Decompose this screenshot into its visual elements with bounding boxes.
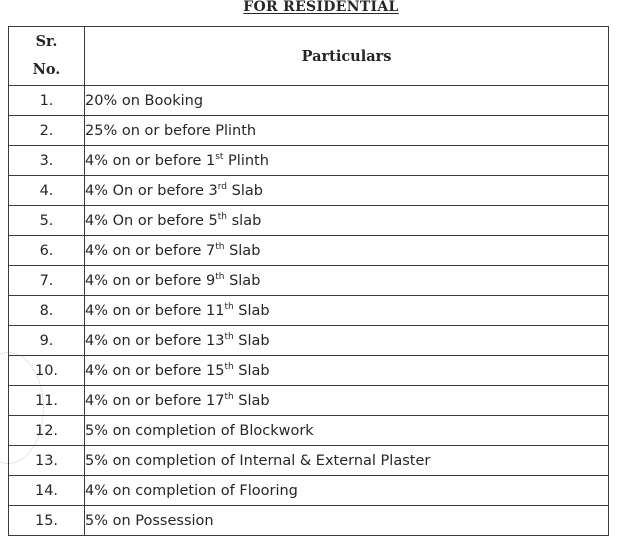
sr-no-cell: 8. — [9, 296, 85, 326]
particulars-text: 4% on or before 15 — [85, 362, 225, 379]
particulars-text: 4% on or before 1 — [85, 152, 216, 169]
table-row — [9, 146, 609, 176]
sr-header-line1: Sr. — [35, 33, 58, 50]
particulars-text: 20% on Booking — [85, 92, 204, 109]
sr-no-cell: 6. — [9, 236, 85, 266]
particulars-text: 5% on Possession — [85, 512, 214, 529]
particulars-header: Particulars — [85, 27, 609, 86]
particulars-text-suffix: Slab — [233, 302, 270, 319]
table-row — [9, 296, 609, 326]
sr-no-cell: 15. — [9, 506, 85, 536]
table-row — [9, 176, 609, 206]
table-row — [9, 236, 609, 266]
ordinal-suffix: th — [224, 301, 234, 312]
table-row — [9, 326, 609, 356]
particulars-text-suffix: Slab — [233, 392, 270, 409]
ordinal-suffix: st — [215, 151, 224, 162]
sr-no-cell: 13. — [9, 446, 85, 476]
table-row — [9, 446, 609, 476]
table-row — [9, 206, 609, 236]
sr-no-cell: 14. — [9, 476, 85, 506]
ordinal-suffix: th — [215, 271, 225, 282]
particulars-text-suffix: Slab — [227, 182, 263, 199]
particulars-text: 4% on or before 17 — [85, 392, 225, 409]
particulars-cell — [85, 296, 609, 326]
particulars-text: 25% on or before Plinth — [85, 122, 257, 139]
particulars-cell — [85, 86, 609, 116]
sr-no-cell: 12. — [9, 416, 85, 446]
particulars-text: 4% on or before 7 — [85, 242, 216, 259]
sr-no-cell: 2. — [9, 116, 85, 146]
table-row — [9, 476, 609, 506]
table-row — [9, 86, 609, 116]
ordinal-suffix: th — [217, 211, 227, 222]
particulars-text-suffix: Slab — [224, 272, 261, 289]
particulars-cell — [85, 266, 609, 296]
payment-schedule-table — [8, 26, 609, 536]
table-row — [9, 506, 609, 536]
particulars-text: 4% on or before 11 — [85, 302, 225, 319]
particulars-text: 4% on or before 13 — [85, 332, 225, 349]
table-row — [9, 416, 609, 446]
particulars-text-suffix: Slab — [224, 242, 261, 259]
particulars-text-suffix: slab — [227, 212, 262, 229]
sr-header-line2: No. — [32, 61, 61, 78]
particulars-text: 5% on completion of Internal & External Plaster — [85, 452, 431, 469]
particulars-cell — [85, 176, 609, 206]
ordinal-suffix: th — [224, 331, 234, 342]
ordinal-suffix: th — [215, 241, 225, 252]
particulars-text: 4% on or before 9 — [85, 272, 216, 289]
table-row — [9, 356, 609, 386]
sr-no-cell: 7. — [9, 266, 85, 296]
particulars-cell — [85, 506, 609, 536]
table-row — [9, 266, 609, 296]
particulars-cell — [85, 356, 609, 386]
sr-no-cell: 5. — [9, 206, 85, 236]
sr-no-cell: 9. — [9, 326, 85, 356]
particulars-cell — [85, 116, 609, 146]
particulars-cell — [85, 206, 609, 236]
particulars-text: 5% on completion of Blockwork — [85, 422, 314, 439]
sr-no-header — [9, 27, 85, 86]
table-row — [9, 386, 609, 416]
table-row — [9, 116, 609, 146]
particulars-cell — [85, 386, 609, 416]
particulars-text: 4% On or before 3 — [85, 182, 218, 199]
particulars-text-suffix: Plinth — [223, 152, 269, 169]
sr-no-cell: 10. — [9, 356, 85, 386]
particulars-cell — [85, 416, 609, 446]
page-title: FOR RESIDENTIAL — [243, 0, 399, 15]
particulars-cell — [85, 446, 609, 476]
ordinal-suffix: rd — [217, 181, 228, 192]
particulars-text: 4% On or before 5 — [85, 212, 218, 229]
ordinal-suffix: th — [224, 391, 234, 402]
particulars-text-suffix: Slab — [233, 362, 270, 379]
ordinal-suffix: th — [224, 361, 234, 372]
table-body — [9, 86, 609, 536]
particulars-cell — [85, 236, 609, 266]
particulars-text-suffix: Slab — [233, 332, 270, 349]
particulars-cell — [85, 326, 609, 356]
sr-no-cell: 3. — [9, 146, 85, 176]
particulars-cell — [85, 146, 609, 176]
sr-no-cell: 1. — [9, 86, 85, 116]
particulars-cell — [85, 476, 609, 506]
particulars-text: 4% on completion of Flooring — [85, 482, 298, 499]
table-header-row — [9, 27, 609, 86]
sr-no-cell: 4. — [9, 176, 85, 206]
sr-no-cell: 11. — [9, 386, 85, 416]
